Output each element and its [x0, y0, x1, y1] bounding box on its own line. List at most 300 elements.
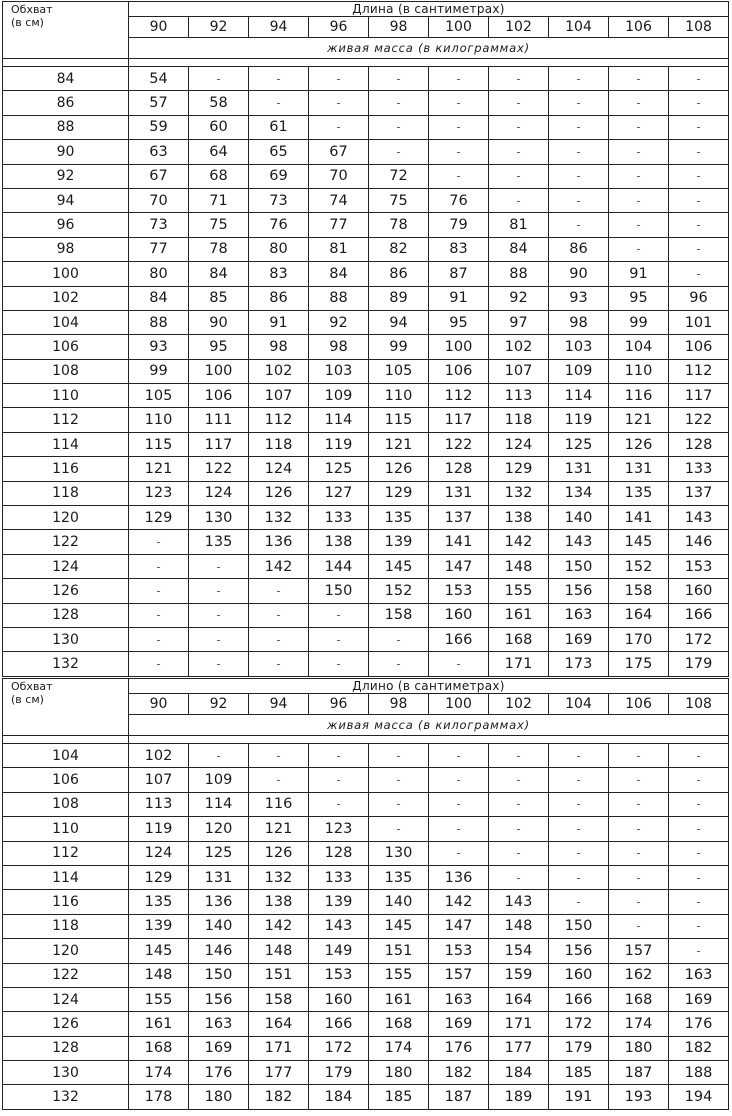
- mass-cell: 136: [429, 865, 489, 889]
- mass-cell: 148: [129, 963, 189, 987]
- mass-cell: -: [489, 841, 549, 865]
- mass-cell: 70: [309, 164, 369, 188]
- mass-cell: -: [309, 744, 369, 768]
- length-column-header: 90: [129, 694, 189, 715]
- mass-cell: -: [429, 115, 489, 139]
- mass-cell: -: [669, 115, 729, 139]
- length-column-header: 94: [249, 694, 309, 715]
- mass-cell: 114: [309, 408, 369, 432]
- mass-cell: -: [669, 914, 729, 938]
- mass-cell: 154: [489, 939, 549, 963]
- mass-cell: 121: [609, 408, 669, 432]
- mass-cell: -: [369, 627, 429, 651]
- mass-cell: -: [549, 841, 609, 865]
- girth-cell: 88: [3, 115, 129, 139]
- mass-cell: 141: [429, 530, 489, 554]
- mass-cell: 145: [369, 914, 429, 938]
- girth-cell: 128: [3, 603, 129, 627]
- mass-cell: 142: [429, 890, 489, 914]
- mass-cell: 136: [189, 890, 249, 914]
- girth-cell: 90: [3, 140, 129, 164]
- girth-cell: 128: [3, 1036, 129, 1060]
- mass-cell: -: [549, 792, 609, 816]
- mass-cell: -: [609, 188, 669, 212]
- mass-cell: -: [309, 652, 369, 676]
- mass-cell: 102: [249, 359, 309, 383]
- mass-cell: -: [129, 579, 189, 603]
- mass-cell: -: [489, 744, 549, 768]
- mass-cell: 90: [549, 262, 609, 286]
- mass-cell: -: [669, 792, 729, 816]
- mass-cell: -: [669, 865, 729, 889]
- mass-cell: 166: [309, 1012, 369, 1036]
- mass-cell: 164: [249, 1012, 309, 1036]
- mass-cell: 160: [669, 579, 729, 603]
- mass-cell: 156: [549, 939, 609, 963]
- mass-cell: 177: [489, 1036, 549, 1060]
- mass-cell: 174: [129, 1061, 189, 1085]
- mass-cell: 100: [429, 335, 489, 359]
- mass-cell: 122: [429, 432, 489, 456]
- mass-cell: 145: [129, 939, 189, 963]
- mass-cell: 161: [129, 1012, 189, 1036]
- mass-cell: 80: [249, 237, 309, 261]
- mass-cell: -: [429, 744, 489, 768]
- mass-cell: 130: [369, 841, 429, 865]
- table-row: [3, 188, 729, 212]
- mass-cell: 168: [369, 1012, 429, 1036]
- mass-cell: -: [549, 115, 609, 139]
- girth-cell: 98: [3, 237, 129, 261]
- mass-cell: 168: [609, 987, 669, 1011]
- table-body-top: [3, 67, 729, 677]
- mass-cell: 187: [429, 1085, 489, 1109]
- mass-cell: -: [609, 792, 669, 816]
- mass-cell: 136: [249, 530, 309, 554]
- mass-cell: -: [489, 768, 549, 792]
- mass-cell: -: [669, 841, 729, 865]
- girth-cell: 114: [3, 865, 129, 889]
- mass-cell: 58: [189, 91, 249, 115]
- table-row: [3, 237, 729, 261]
- mass-cell: -: [369, 817, 429, 841]
- mass-cell: 88: [309, 286, 369, 310]
- length-column-header: 90: [129, 17, 189, 38]
- mass-cell: -: [189, 67, 249, 91]
- mass-cell: 185: [549, 1061, 609, 1085]
- mass-cell: 119: [549, 408, 609, 432]
- mass-cell: 90: [189, 310, 249, 334]
- girth-cell: 122: [3, 963, 129, 987]
- mass-cell: -: [429, 841, 489, 865]
- mass-cell: 129: [129, 506, 189, 530]
- girth-cell: 92: [3, 164, 129, 188]
- table-row: [3, 213, 729, 237]
- mass-cell: 139: [369, 530, 429, 554]
- mass-cell: 73: [129, 213, 189, 237]
- mass-cell: 92: [309, 310, 369, 334]
- mass-cell: 103: [309, 359, 369, 383]
- mass-cell: 130: [189, 506, 249, 530]
- mass-cell: 81: [489, 213, 549, 237]
- mass-cell: -: [669, 768, 729, 792]
- mass-cell: 161: [369, 987, 429, 1011]
- table-row: [3, 481, 729, 505]
- mass-cell: 86: [369, 262, 429, 286]
- mass-cell: -: [129, 652, 189, 676]
- mass-cell: 57: [129, 91, 189, 115]
- mass-cell: 91: [249, 310, 309, 334]
- mass-cell: 169: [669, 987, 729, 1011]
- mass-cell: 150: [549, 554, 609, 578]
- mass-cell: -: [549, 213, 609, 237]
- mass-cell: 147: [429, 554, 489, 578]
- mass-cell: -: [669, 140, 729, 164]
- weight-table-bottom: [2, 678, 729, 1110]
- mass-cell: 118: [249, 432, 309, 456]
- mass-cell: 158: [609, 579, 669, 603]
- mass-cell: -: [429, 67, 489, 91]
- mass-cell: 174: [369, 1036, 429, 1060]
- mass-cell: 158: [369, 603, 429, 627]
- mass-cell: 161: [489, 603, 549, 627]
- mass-cell: -: [489, 817, 549, 841]
- mass-cell: -: [249, 652, 309, 676]
- mass-cell: 99: [129, 359, 189, 383]
- mass-cell: 89: [369, 286, 429, 310]
- mass-cell: -: [309, 115, 369, 139]
- length-column-header: 108: [669, 17, 729, 38]
- mass-cell: 142: [249, 914, 309, 938]
- mass-cell: -: [549, 744, 609, 768]
- mass-cell: 176: [429, 1036, 489, 1060]
- mass-cell: 150: [549, 914, 609, 938]
- mass-cell: 178: [129, 1085, 189, 1109]
- mass-cell: 123: [129, 481, 189, 505]
- mass-cell: 166: [669, 603, 729, 627]
- mass-cell: 86: [549, 237, 609, 261]
- table-row: [3, 554, 729, 578]
- mass-cell: 148: [489, 914, 549, 938]
- girth-cell: 104: [3, 310, 129, 334]
- mass-cell: 112: [249, 408, 309, 432]
- mass-cell: 77: [129, 237, 189, 261]
- length-column-header: 104: [549, 17, 609, 38]
- mass-header: живая масса (в килограммах): [129, 38, 729, 59]
- mass-cell: 68: [189, 164, 249, 188]
- mass-cell: 112: [669, 359, 729, 383]
- girth-cell: 116: [3, 890, 129, 914]
- mass-cell: 61: [249, 115, 309, 139]
- girth-cell: 84: [3, 67, 129, 91]
- mass-cell: -: [189, 744, 249, 768]
- mass-cell: -: [309, 67, 369, 91]
- mass-cell: -: [309, 627, 369, 651]
- mass-cell: 124: [249, 457, 309, 481]
- mass-cell: 129: [489, 457, 549, 481]
- mass-cell: -: [549, 91, 609, 115]
- mass-cell: -: [249, 603, 309, 627]
- mass-cell: -: [609, 115, 669, 139]
- mass-cell: 135: [369, 865, 429, 889]
- mass-cell: 172: [309, 1036, 369, 1060]
- mass-cell: 107: [129, 768, 189, 792]
- mass-cell: 101: [669, 310, 729, 334]
- mass-cell: 142: [249, 554, 309, 578]
- mass-cell: 116: [249, 792, 309, 816]
- mass-cell: 135: [369, 506, 429, 530]
- mass-cell: 153: [429, 579, 489, 603]
- mass-cell: 84: [489, 237, 549, 261]
- mass-cell: 139: [309, 890, 369, 914]
- mass-cell: 76: [249, 213, 309, 237]
- mass-cell: -: [489, 140, 549, 164]
- mass-cell: -: [489, 91, 549, 115]
- mass-cell: 189: [489, 1085, 549, 1109]
- mass-cell: -: [369, 744, 429, 768]
- mass-cell: -: [429, 164, 489, 188]
- mass-cell: 133: [309, 506, 369, 530]
- mass-cell: 143: [669, 506, 729, 530]
- mass-cell: 188: [669, 1061, 729, 1085]
- mass-cell: -: [609, 841, 669, 865]
- mass-cell: 151: [249, 963, 309, 987]
- mass-cell: 120: [189, 817, 249, 841]
- mass-cell: 163: [549, 603, 609, 627]
- table-row: [3, 359, 729, 383]
- girth-cell: 96: [3, 213, 129, 237]
- mass-cell: -: [369, 768, 429, 792]
- mass-cell: 98: [309, 335, 369, 359]
- mass-cell: 122: [189, 457, 249, 481]
- table-row: [3, 310, 729, 334]
- mass-cell: 125: [549, 432, 609, 456]
- mass-cell: 149: [309, 939, 369, 963]
- table-row: [3, 286, 729, 310]
- mass-cell: -: [549, 890, 609, 914]
- mass-cell: 168: [489, 627, 549, 651]
- mass-cell: 160: [429, 603, 489, 627]
- mass-cell: -: [549, 865, 609, 889]
- mass-cell: 117: [669, 384, 729, 408]
- mass-cell: -: [249, 579, 309, 603]
- mass-cell: 109: [189, 768, 249, 792]
- mass-cell: 145: [609, 530, 669, 554]
- mass-cell: 170: [609, 627, 669, 651]
- mass-cell: 143: [309, 914, 369, 938]
- mass-cell: 179: [549, 1036, 609, 1060]
- mass-cell: 54: [129, 67, 189, 91]
- length-column-header: 100: [429, 694, 489, 715]
- girth-cell: 132: [3, 652, 129, 676]
- girth-cell: 124: [3, 554, 129, 578]
- mass-cell: 172: [549, 1012, 609, 1036]
- mass-cell: -: [249, 768, 309, 792]
- mass-cell: 150: [309, 579, 369, 603]
- mass-cell: 128: [669, 432, 729, 456]
- table-row: [3, 627, 729, 651]
- mass-cell: -: [669, 744, 729, 768]
- mass-cell: 104: [609, 335, 669, 359]
- mass-cell: 182: [429, 1061, 489, 1085]
- mass-cell: 121: [369, 432, 429, 456]
- mass-cell: 84: [309, 262, 369, 286]
- mass-cell: 109: [309, 384, 369, 408]
- table-row: [3, 603, 729, 627]
- mass-cell: 156: [189, 987, 249, 1011]
- mass-cell: 125: [189, 841, 249, 865]
- table-row: [3, 817, 729, 841]
- mass-cell: 174: [609, 1012, 669, 1036]
- mass-cell: -: [249, 744, 309, 768]
- mass-cell: 93: [129, 335, 189, 359]
- mass-cell: 164: [489, 987, 549, 1011]
- mass-cell: -: [129, 627, 189, 651]
- mass-cell: -: [249, 67, 309, 91]
- mass-cell: -: [549, 188, 609, 212]
- mass-cell: -: [429, 91, 489, 115]
- mass-cell: -: [609, 140, 669, 164]
- mass-cell: -: [369, 91, 429, 115]
- table-row: [3, 1085, 729, 1109]
- table-row: [3, 744, 729, 768]
- mass-cell: 140: [369, 890, 429, 914]
- mass-cell: 116: [609, 384, 669, 408]
- mass-cell: 131: [189, 865, 249, 889]
- mass-cell: 88: [129, 310, 189, 334]
- mass-cell: 155: [489, 579, 549, 603]
- mass-cell: 95: [429, 310, 489, 334]
- mass-cell: 182: [249, 1085, 309, 1109]
- mass-cell: 92: [489, 286, 549, 310]
- mass-cell: -: [369, 652, 429, 676]
- girth-unit-label-bottom: (в см): [11, 693, 44, 706]
- mass-cell: -: [129, 603, 189, 627]
- mass-cell: 164: [609, 603, 669, 627]
- mass-cell: 75: [189, 213, 249, 237]
- girth-cell: 106: [3, 335, 129, 359]
- weight-table-top: [2, 1, 729, 677]
- mass-cell: 126: [249, 481, 309, 505]
- mass-cell: 67: [129, 164, 189, 188]
- length-column-header: 98: [369, 694, 429, 715]
- mass-cell: -: [669, 262, 729, 286]
- mass-cell: 98: [549, 310, 609, 334]
- girth-header: [3, 2, 129, 59]
- girth-label-bottom: Обхват: [11, 680, 53, 693]
- length-column-header: 96: [309, 17, 369, 38]
- mass-cell: 131: [549, 457, 609, 481]
- mass-cell: 156: [549, 579, 609, 603]
- mass-cell: -: [609, 890, 669, 914]
- mass-cell: 97: [489, 310, 549, 334]
- mass-cell: 99: [369, 335, 429, 359]
- mass-cell: 84: [189, 262, 249, 286]
- mass-cell: -: [189, 627, 249, 651]
- mass-cell: 60: [189, 115, 249, 139]
- mass-cell: 166: [549, 987, 609, 1011]
- length-column-header: 104: [549, 694, 609, 715]
- mass-cell: -: [669, 67, 729, 91]
- mass-cell: -: [369, 140, 429, 164]
- mass-cell: 173: [549, 652, 609, 676]
- mass-cell: 142: [489, 530, 549, 554]
- girth-cell: 100: [3, 262, 129, 286]
- girth-cell: 118: [3, 481, 129, 505]
- table-row: [3, 506, 729, 530]
- girth-header-bottom: [3, 679, 129, 736]
- table-row: [3, 579, 729, 603]
- mass-cell: 134: [549, 481, 609, 505]
- length-column-header: 108: [669, 694, 729, 715]
- mass-cell: 138: [489, 506, 549, 530]
- table-row: [3, 432, 729, 456]
- mass-cell: 171: [489, 652, 549, 676]
- mass-cell: 118: [489, 408, 549, 432]
- mass-cell: 177: [249, 1061, 309, 1085]
- mass-cell: 106: [429, 359, 489, 383]
- mass-cell: 91: [429, 286, 489, 310]
- mass-cell: 121: [249, 817, 309, 841]
- girth-cell: 110: [3, 384, 129, 408]
- mass-cell: -: [609, 865, 669, 889]
- girth-label: Обхват: [11, 3, 53, 16]
- mass-cell: 169: [429, 1012, 489, 1036]
- mass-cell: 132: [249, 865, 309, 889]
- mass-cell: 152: [609, 554, 669, 578]
- mass-cell: 160: [549, 963, 609, 987]
- mass-cell: 132: [249, 506, 309, 530]
- girth-cell: 126: [3, 579, 129, 603]
- table-row: [3, 652, 729, 676]
- mass-cell: 88: [489, 262, 549, 286]
- table-row: [3, 140, 729, 164]
- mass-cell: 176: [189, 1061, 249, 1085]
- mass-cell: 153: [669, 554, 729, 578]
- mass-cell: -: [189, 603, 249, 627]
- table-row: [3, 792, 729, 816]
- mass-cell: 80: [129, 262, 189, 286]
- mass-cell: 172: [669, 627, 729, 651]
- mass-cell: 110: [609, 359, 669, 383]
- mass-cell: 135: [129, 890, 189, 914]
- mass-cell: 102: [489, 335, 549, 359]
- mass-cell: 95: [189, 335, 249, 359]
- girth-cell: 108: [3, 359, 129, 383]
- mass-cell: 129: [369, 481, 429, 505]
- mass-cell: -: [549, 164, 609, 188]
- girth-cell: 106: [3, 768, 129, 792]
- table-body-bottom: [3, 744, 729, 1110]
- mass-cell: 145: [369, 554, 429, 578]
- mass-cell: 115: [129, 432, 189, 456]
- mass-cell: 135: [189, 530, 249, 554]
- mass-cell: 148: [249, 939, 309, 963]
- table-row: [3, 384, 729, 408]
- mass-cell: 107: [249, 384, 309, 408]
- length-header-bottom: Длино (в сантиметрах): [129, 679, 729, 694]
- mass-cell: 128: [309, 841, 369, 865]
- mass-cell: 81: [309, 237, 369, 261]
- mass-cell: -: [609, 768, 669, 792]
- mass-cell: 69: [249, 164, 309, 188]
- mass-cell: 133: [669, 457, 729, 481]
- mass-cell: 78: [189, 237, 249, 261]
- table-row: [3, 987, 729, 1011]
- mass-cell: 137: [669, 481, 729, 505]
- mass-cell: -: [429, 140, 489, 164]
- girth-cell: 102: [3, 286, 129, 310]
